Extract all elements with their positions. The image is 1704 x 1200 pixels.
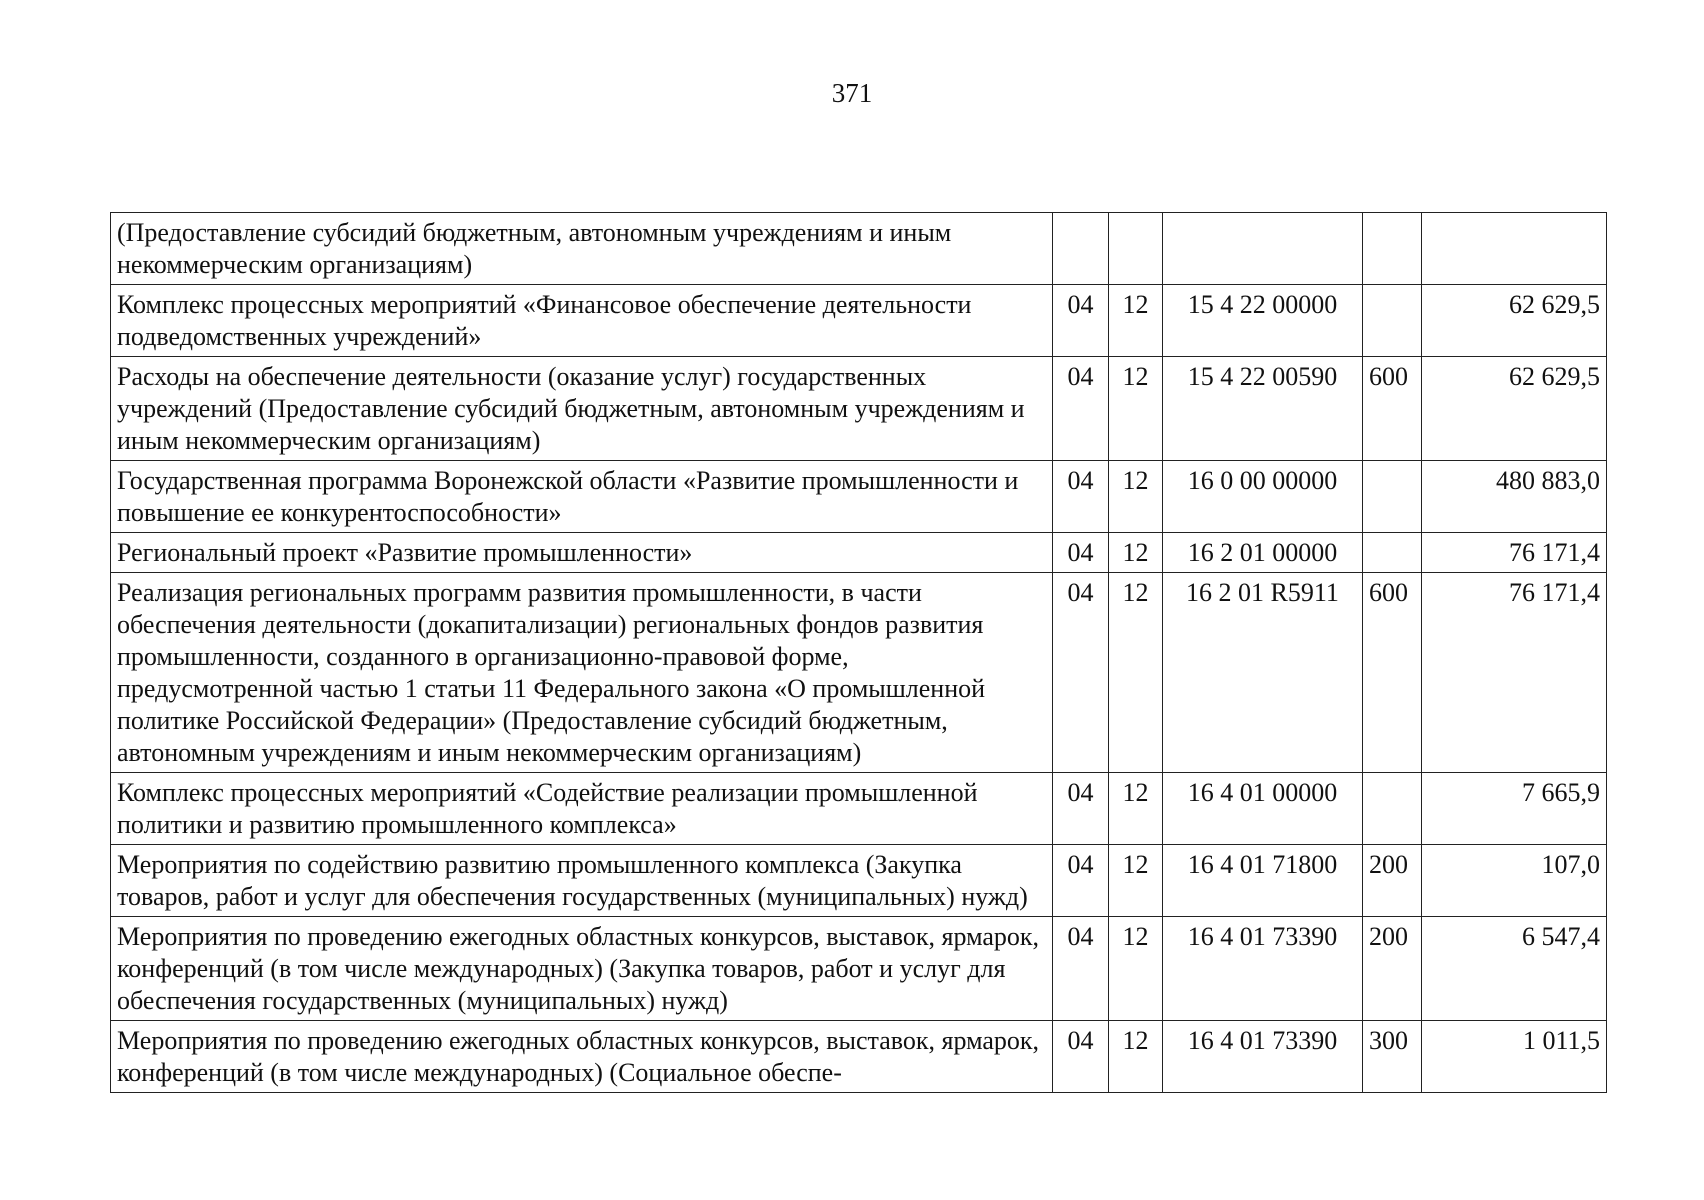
section-code-cell: 04 — [1053, 1021, 1109, 1093]
amount-cell: 480 883,0 — [1422, 461, 1607, 533]
section-code-cell: 04 — [1053, 357, 1109, 461]
table-row — [111, 285, 1607, 357]
subsection-code-cell: 12 — [1109, 357, 1163, 461]
row-name-cell: Региональный проект «Развитие промышленности» — [111, 533, 1053, 573]
target-article-cell — [1163, 213, 1363, 285]
section-code-cell: 04 — [1053, 285, 1109, 357]
target-article-cell: 16 4 01 00000 — [1163, 773, 1363, 845]
row-name-cell: (Предоставление субсидий бюджетным, автономным учреждениям и иным некоммерческим организациям) — [111, 213, 1053, 285]
subsection-code-cell: 12 — [1109, 461, 1163, 533]
amount-cell: 7 665,9 — [1422, 773, 1607, 845]
target-article-cell: 15 4 22 00000 — [1163, 285, 1363, 357]
subsection-code-cell — [1109, 213, 1163, 285]
expense-type-cell: 600 — [1363, 357, 1422, 461]
expense-type-cell — [1363, 533, 1422, 573]
expense-type-cell: 300 — [1363, 1021, 1422, 1093]
budget-table-body — [111, 213, 1607, 1093]
amount-cell: 1 011,5 — [1422, 1021, 1607, 1093]
amount-cell: 76 171,4 — [1422, 573, 1607, 773]
amount-cell: 62 629,5 — [1422, 357, 1607, 461]
expense-type-cell — [1363, 213, 1422, 285]
page-number: 371 — [831, 78, 873, 108]
table-row — [111, 1021, 1607, 1093]
table-row — [111, 773, 1607, 845]
section-code-cell: 04 — [1053, 773, 1109, 845]
section-code-cell: 04 — [1053, 573, 1109, 773]
subsection-code-cell: 12 — [1109, 773, 1163, 845]
amount-cell: 107,0 — [1422, 845, 1607, 917]
subsection-code-cell: 12 — [1109, 573, 1163, 773]
expense-type-cell: 200 — [1363, 845, 1422, 917]
budget-table — [110, 212, 1607, 1093]
row-name-cell: Мероприятия по проведению ежегодных областных конкурсов, выставок, ярмарок, конференций (в том числе международных) (Социальное обеспе- — [111, 1021, 1053, 1093]
subsection-code-cell: 12 — [1109, 845, 1163, 917]
table-row — [111, 357, 1607, 461]
expense-type-cell — [1363, 285, 1422, 357]
row-name-cell: Государственная программа Воронежской области «Развитие промышленности и повышение ее конкурентоспособности» — [111, 461, 1053, 533]
row-name-cell: Расходы на обеспечение деятельности (оказание услуг) государственных учреждений (Предоставление субсидий бюджетным, автономным учреждениям и иным некоммерческим организациям) — [111, 357, 1053, 461]
target-article-cell: 16 4 01 73390 — [1163, 1021, 1363, 1093]
section-code-cell: 04 — [1053, 917, 1109, 1021]
table-row — [111, 533, 1607, 573]
section-code-cell: 04 — [1053, 533, 1109, 573]
table-row — [111, 573, 1607, 773]
row-name-cell: Комплекс процессных мероприятий «Содействие реализации промышленной политики и развитию промышленного комплекса» — [111, 773, 1053, 845]
amount-cell: 76 171,4 — [1422, 533, 1607, 573]
subsection-code-cell: 12 — [1109, 1021, 1163, 1093]
row-name-cell: Мероприятия по проведению ежегодных областных конкурсов, выставок, ярмарок, конференций (в том числе международных) (Закупка товаров, работ и услуг для обеспечения государственных (муниципальных) нужд) — [111, 917, 1053, 1021]
amount-cell: 62 629,5 — [1422, 285, 1607, 357]
target-article-cell: 16 4 01 71800 — [1163, 845, 1363, 917]
row-name-cell: Реализация региональных программ развития промышленности, в части обеспечения деятельности (докапитализации) региональных фондов развития промышленности, созданного в организационно-правовой форме, предусмотренной частью 1 статьи 11 Федерального закона «О промышленной политике Российской Федерации» (Предоставление субсидий бюджетным, автономным учреждениям и иным некоммерческим организациям) — [111, 573, 1053, 773]
section-code-cell: 04 — [1053, 845, 1109, 917]
table-row — [111, 917, 1607, 1021]
section-code-cell — [1053, 213, 1109, 285]
expense-type-cell: 200 — [1363, 917, 1422, 1021]
subsection-code-cell: 12 — [1109, 917, 1163, 1021]
expense-type-cell: 600 — [1363, 573, 1422, 773]
table-row — [111, 213, 1607, 285]
expense-type-cell — [1363, 461, 1422, 533]
subsection-code-cell: 12 — [1109, 285, 1163, 357]
table-row — [111, 845, 1607, 917]
table-row — [111, 461, 1607, 533]
target-article-cell: 16 2 01 R5911 — [1163, 573, 1363, 773]
target-article-cell: 16 0 00 00000 — [1163, 461, 1363, 533]
row-name-cell: Комплекс процессных мероприятий «Финансовое обеспечение деятельности подведомственных учреждений» — [111, 285, 1053, 357]
section-code-cell: 04 — [1053, 461, 1109, 533]
target-article-cell: 16 4 01 73390 — [1163, 917, 1363, 1021]
target-article-cell: 16 2 01 00000 — [1163, 533, 1363, 573]
subsection-code-cell: 12 — [1109, 533, 1163, 573]
expense-type-cell — [1363, 773, 1422, 845]
amount-cell — [1422, 213, 1607, 285]
amount-cell: 6 547,4 — [1422, 917, 1607, 1021]
row-name-cell: Мероприятия по содействию развитию промышленного комплекса (Закупка товаров, работ и услуг для обеспечения государственных (муниципальных) нужд) — [111, 845, 1053, 917]
target-article-cell: 15 4 22 00590 — [1163, 357, 1363, 461]
